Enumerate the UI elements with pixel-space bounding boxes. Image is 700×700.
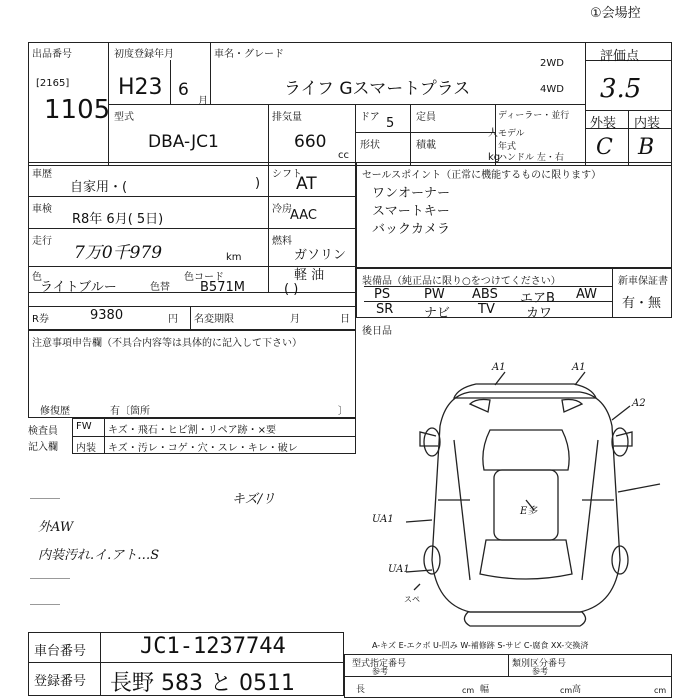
hand-line-2: 内装汚れ.イ.アト…S — [38, 548, 160, 563]
load-unit: kg — [488, 152, 501, 163]
sales-point-3: バックカメラ — [372, 222, 451, 237]
reg-month: 6 — [178, 80, 189, 100]
fuel-gas: ガソリン — [294, 248, 347, 263]
inspector-label-1: 検査員 — [28, 426, 58, 437]
inspection-value: R8年 6月( 5日) — [72, 212, 164, 227]
chassis-label: 車台番号 — [34, 644, 87, 659]
mark-front-left: A1 — [492, 362, 506, 373]
mark-spare: スペ — [404, 595, 420, 604]
fuel-label: 燃料 — [272, 236, 292, 247]
history-label: 車歴 — [32, 169, 52, 180]
ac-value: AAC — [290, 208, 317, 223]
fw-items: キズ・飛石・ヒビ割・リペア跡・×要 — [108, 425, 276, 436]
lot-small: [2165] — [36, 78, 70, 89]
capacity-unit: 人 — [488, 128, 498, 139]
reg-limit-day: 日 — [340, 314, 350, 325]
dim-height: 高 — [572, 685, 582, 695]
equip-airbag: エアB — [520, 291, 555, 306]
disp-value: 660 — [294, 132, 327, 152]
mark-front-edge: A2 — [632, 398, 646, 409]
equip-pw: PW — [424, 287, 445, 302]
corner-mark: ①会場控 — [590, 6, 641, 21]
fw-label: FW — [76, 421, 92, 432]
handle-label: ハンドル 左・右 — [498, 153, 564, 163]
dim-width: 幅 — [480, 685, 490, 695]
mark-left-door: UA1 — [372, 514, 394, 525]
class-ref: 参考 — [532, 667, 548, 676]
history-close: ) — [255, 176, 261, 191]
drive-4wd: 4WD — [540, 84, 564, 95]
inspector-label-2: 記入欄 — [28, 442, 58, 453]
notes-title: 注意事項申告欄（不具合内容等は具体的に記入して下さい） — [32, 338, 302, 349]
recycle-value: 9380 — [90, 308, 124, 323]
int-row-label: 内装 — [76, 443, 96, 454]
reg-label: 初度登録年月 — [114, 49, 174, 60]
repair-value: 有〔箇所 — [110, 406, 150, 417]
equip-aw: AW — [576, 287, 598, 302]
recycle-unit: 円 — [168, 314, 178, 325]
color-change-label: 色替 — [150, 282, 170, 293]
reg-limit-month: 月 — [290, 314, 300, 325]
dim-length-unit: cm — [462, 686, 475, 695]
reg-year: H23 — [118, 75, 163, 100]
sales-point-1: ワンオーナー — [372, 186, 451, 201]
dim-height-unit: cm — [654, 686, 667, 695]
inspection-label: 車検 — [32, 204, 52, 215]
model-label: 車名・グレード — [214, 49, 284, 60]
dim-length: 長 — [356, 685, 366, 695]
cert-ref: 参考 — [372, 667, 388, 676]
warranty-value: 有・無 — [622, 296, 662, 311]
equip-navi: ナビ — [424, 306, 451, 321]
lot-label: 出品番号 — [32, 49, 72, 60]
reg-limit-label: 名変期限 — [194, 314, 234, 325]
equipment-title: 装備品（純正品に限り○をつけてください） — [362, 276, 561, 287]
ext-grade: C — [596, 135, 613, 160]
shift-value: AT — [296, 174, 317, 194]
class-label: 類別区分番号 — [512, 659, 567, 669]
color-label: 色 — [32, 272, 42, 283]
disp-label: 排気量 — [272, 112, 302, 123]
shift-label: シフト — [272, 169, 302, 180]
hand-line-1: 外AW — [38, 520, 74, 535]
sales-point-2: スマートキー — [372, 204, 450, 219]
reg-month-unit: 月 — [198, 96, 208, 107]
shape-label: 形状 — [360, 140, 380, 151]
plate-value: 長野 583 と 0511 — [110, 671, 295, 696]
damage-legend: A-キズ E-エクボ U-凹み W-補修跡 S-サビ C-腐食 XX-交換済 — [372, 641, 589, 650]
ac-label: 冷房 — [272, 204, 292, 215]
dealer-label: ディーラー・並行 — [498, 111, 570, 121]
doors-value: 5 — [386, 116, 395, 131]
history-value: 自家用・( — [70, 180, 128, 195]
repair-label: 修復歴 — [40, 406, 70, 417]
equip-abs: ABS — [472, 287, 498, 302]
equip-ps: PS — [374, 287, 391, 302]
color-code-label: 色コード — [184, 272, 224, 283]
chassis-value: JC1-1237744 — [140, 634, 286, 659]
dim-width-unit: cm — [560, 686, 573, 695]
equip-tv: TV — [478, 302, 495, 317]
car-name: ライフ Gスマートプラス — [284, 79, 471, 99]
type-label: 型式 — [114, 112, 134, 123]
load-label: 積載 — [416, 140, 436, 151]
lot-number: 1105 — [44, 95, 111, 125]
color-code-value: B571M — [200, 280, 245, 295]
mark-roof: E多 — [520, 506, 538, 517]
model-year-label: モデル年式 — [498, 129, 525, 152]
mark-left-rear: UA1 — [388, 564, 410, 575]
equip-sr: SR — [376, 302, 394, 317]
fuel-paren: ( ) — [284, 282, 299, 297]
drive-2wd: 2WD — [540, 58, 564, 69]
doors-label: ドア — [360, 112, 380, 123]
disp-unit: cc — [338, 150, 349, 161]
color-value: ライトブルー — [40, 280, 117, 295]
sales-title: セールスポイント（正常に機能するものに限ります） — [362, 170, 602, 181]
type-value: DBA-JC1 — [148, 132, 219, 152]
mileage-unit: km — [226, 252, 242, 263]
rear-label: 後日品 — [362, 326, 392, 337]
int-row-items: キズ・汚レ・コゲ・穴・スレ・キレ・破レ — [108, 443, 298, 454]
mileage-value: 7万0千979 — [74, 243, 163, 263]
mark-front-right: A1 — [572, 362, 586, 373]
cert-label: 型式指定番号 — [352, 659, 407, 669]
warranty-label: 新車保証書 — [618, 276, 668, 287]
ext-label: 外装 — [590, 116, 617, 131]
equip-kawa: カワ — [526, 306, 553, 321]
int-label: 内装 — [634, 116, 661, 131]
mileage-label: 走行 — [32, 236, 52, 247]
score-label: 評価点 — [600, 49, 640, 64]
fuel-light: 軽 油 — [294, 268, 325, 283]
repair-close: 〕 — [338, 406, 348, 417]
plate-label: 登録番号 — [34, 674, 87, 689]
score-value: 3.5 — [600, 74, 642, 104]
int-grade: B — [638, 135, 655, 160]
capacity-label: 定員 — [416, 112, 436, 123]
hand-kizu: キズ/リ — [232, 492, 276, 507]
recycle-label: R券 — [32, 314, 49, 325]
